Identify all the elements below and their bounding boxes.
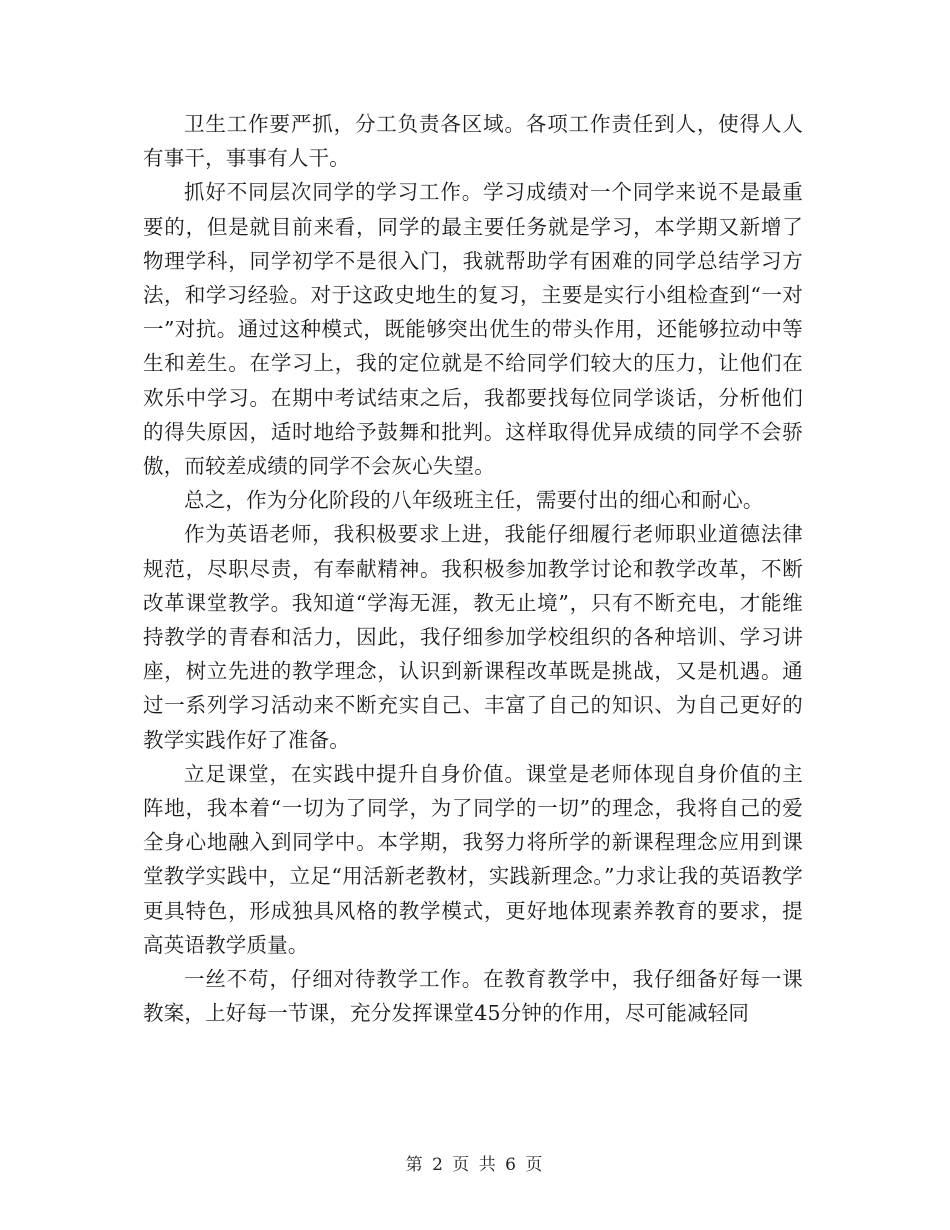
paragraph-study-work: 抓好不同层次同学的学习工作。学习成绩对一个同学来说不是最重要的，但是就目前来看，同学的最主要任务就是学习，本学期又新增了物理学科，同学初学不是很入门，我就帮助学有困难的同学总结学习方法，和学习经验。对于这政史地生的复习，主要是实行小组检查到“一对一”对抗。通过这种模式，既能够突出优生的带头作用，还能够拉动中等生和差生。在学习上，我的定位就是不给同学们较大的压力，让他们在欢乐中学习。在期中考试结束之后，我都要找每位同学谈话，分析他们的得失原因，适时地给予鼓舞和批判。这样取得优异成绩的同学不会骄傲，而较差成绩的同学不会灰心失望。	[143, 180, 803, 479]
paragraph-english-teacher: 作为英语老师，我积极要求上进，我能仔细履行老师职业道德法律规范，尽职尽责，有奉献精神。我积极参加教学讨论和教学改革，不断改革课堂教学。我知道“学海无涯，教无止境”，只有不断充电，才能维持教学的青春和活力，因此，我仔细参加学校组织的各种培训、学习讲座，树立先进的教学理念，认识到新课程改革既是挑战，又是机遇。通过一系列学习活动来不断充实自己、丰富了自己的知识、为自己更好的教学实践作好了准备。	[143, 522, 803, 752]
paragraph-summary: 总之，作为分化阶段的八年级班主任，需要付出的细心和耐心。	[184, 488, 764, 513]
paragraph-teaching-work: 一丝不苟，仔细对待教学工作。在教育教学中，我仔细备好每一课教案，上好每一节课，充分发挥课堂45分钟的作用，尽可能减轻同	[143, 967, 803, 1026]
document-body	[143, 107, 803, 1030]
page-number-footer: 第 2 页 共 6 页	[405, 1155, 545, 1175]
paragraph-sanitation: 卫生工作要严抓，分工负责各区域。各项工作责任到人，使得人人有事干，事事有人干。	[143, 112, 803, 171]
paragraph-classroom: 立足课堂，在实践中提升自身价值。课堂是老师体现自身价值的主阵地，我本着“一切为了同学，为了同学的一切”的理念，我将自己的爱全身心地融入到同学中。本学期，我努力将所学的新课程理念应用到课堂教学实践中，立足“用活新老教材，实践新理念。”力求让我的英语教学更具特色，形成独具风格的教学模式，更好地体现素养教育的要求，提高英语教学质量。	[143, 761, 803, 957]
